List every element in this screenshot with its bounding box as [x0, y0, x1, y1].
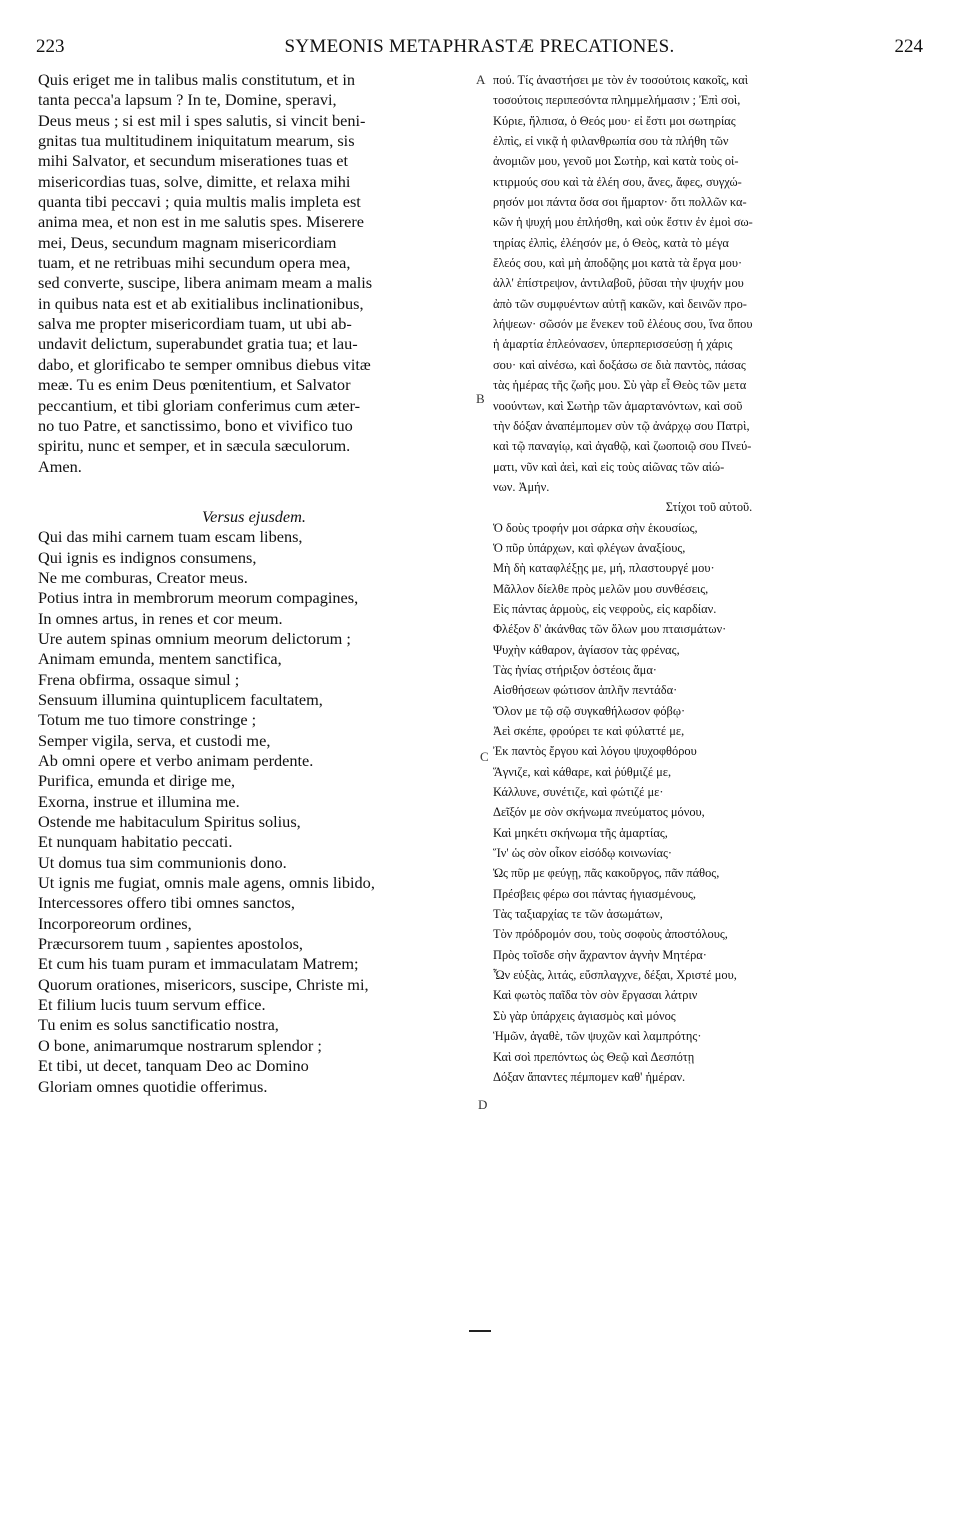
margin-marker-c: C [480, 749, 489, 764]
greek-verse-line: Δόξαν ἅπαντες πέμπομεν καθ' ἡμέραν. [493, 1069, 686, 1084]
latin-verse-line: Et filium lucis tuum servum effice. [38, 995, 266, 1015]
latin-verse-line: Ostende me habitaculum Spiritus solius, [38, 812, 301, 832]
latin-verse-line: O bone, animarumque nostrarum splendor ; [38, 1035, 322, 1055]
greek-verse-line: Δεῖξόν με σὸν σκήνωμα πνεύματος μόνου, [493, 805, 705, 820]
greek-verse-line: Ὅλον με τῷ σῷ συγκαθήλωσον φόβῳ· [493, 703, 686, 718]
greek-verse-line: Αἰσθήσεων φώτισον ἁπλῆν πεντάδα· [493, 683, 678, 698]
greek-verses-heading: Στίχοι τοῦ αὐτοῦ. [665, 500, 753, 515]
latin-text-line: tanta pecca'a lapsum ? In te, Domine, speravi, [38, 90, 337, 110]
latin-verse-line: Quorum orationes, misericors, suscipe, Christe mi, [38, 974, 369, 994]
greek-verse-line: Ἡμῶν, ἀγαθὲ, τῶν ψυχῶν καὶ λαμπρότης· [493, 1029, 702, 1044]
greek-verse-line: Μὴ δὴ καταφλέξῃς με, μή, πλαστουργέ μου· [493, 561, 715, 576]
greek-text-line: ματι, νῦν καὶ ἀεὶ, καὶ εἰς τοὺς αἰῶνας τῶν αἰώ- [493, 459, 725, 474]
latin-verse-line: Ut domus tua sim communionis dono. [38, 852, 287, 872]
greek-verse-line: Σὺ γὰρ ὑπάρχεις ἁγιασμὸς καὶ μόνος [493, 1008, 676, 1023]
margin-marker-a: A [476, 72, 486, 87]
latin-verse-line: Sensuum illumina quintuplicem facultatem, [38, 689, 323, 709]
latin-verse-line: Ut ignis me fugiat, omnis male agens, omnis libido, [38, 873, 375, 893]
latin-verse-line: Præcursorem tuum , sapientes apostolos, [38, 934, 303, 954]
greek-verse-line: Τὰς ταξιαρχίας τε τῶν ἀσωμάτων, [493, 907, 663, 922]
greek-text-line: Κύριε, ἤλπισα, ὁ Θεός μου· εἰ ἔστι μοι σωτηρίας [493, 113, 736, 128]
latin-verse-line: Gloriam omnes quotidie offerimus. [38, 1076, 268, 1096]
latin-verse-line: Totum me tuo timore constringe ; [38, 710, 257, 730]
greek-text-line: νοούντων, καὶ Σωτὴρ τῶν ἁμαρτανόντων, καὶ σοῦ [493, 398, 743, 413]
greek-text-line: τηρίας ἐλπὶς, ἐλέησόν με, ὁ Θεὸς, κατὰ τὸ μέγα [493, 235, 729, 250]
latin-text-line: mihi Salvator, et secundum miserationes tuas et [38, 151, 348, 171]
greek-verse-line: Ὡς πῦρ με φεύγῃ, πᾶς κακοῦργος, πᾶν πάθος, [493, 866, 720, 881]
latin-verse-line: Frena obfirma, ossaque simul ; [38, 669, 240, 689]
latin-text-line: Deus meus ; si est mil i spes salutis, si vincit beni- [38, 110, 366, 130]
latin-verse-line: Et nunquam habitatio peccati. [38, 832, 233, 852]
latin-text-line: in quibus nata est et ab exitialibus inclinationibus, [38, 293, 364, 313]
latin-text-line: mei, Deus, secundum magnam misericordiam [38, 232, 337, 252]
page-header [36, 36, 923, 60]
latin-text-line: gnitas tua multitudinem iniquitatum mearum, sis [38, 131, 355, 151]
latin-verses-heading: Versus ejusdem. [201, 506, 306, 526]
latin-verse-line: Qui ignis es indignos consumens, [38, 547, 257, 567]
greek-text-line: ἀνομιῶν μου, γενοῦ μοι Σωτὴρ, καὶ κατὰ τοὺς οἰ- [493, 154, 739, 169]
greek-verse-line: Εἰς πάντας ἁρμοὺς, εἰς νεφροὺς, εἰς καρδίαν. [493, 601, 717, 616]
greek-text-line: ἀλλ' ἐπίστρεψον, ἀντιλαβοῦ, ῥῦσαι τὴν ψυχήν μου [493, 276, 744, 291]
latin-verse-line: Purifica, emunda et dirige me, [38, 771, 236, 791]
margin-marker-d: D [478, 1097, 488, 1112]
latin-verse-line: Ab omni opere et verbo animam perdente. [38, 751, 314, 770]
latin-verse-line: Exorna, instrue et illumina me. [38, 791, 240, 811]
greek-text-line: τὰς ἡμέρας τῆς ζωῆς μου. Σὺ γὰρ εἶ Θεὸς τῶν μετα [493, 378, 747, 393]
greek-verse-line: Φλέξον δ' ἀκάνθας τῶν ὅλων μου πταισμάτων· [493, 622, 727, 637]
page-number-left: 223 [36, 36, 65, 57]
greek-text-line: σου· καὶ αἰνέσω, καὶ δοξάσω σε διὰ παντὸς, πάσας [493, 357, 746, 372]
greek-text-line: τοσούτοις περιπεσόντα πλημμελήμασιν ; Ἐπὶ σοὶ, [493, 93, 741, 108]
greek-verse-line: Πρέσβεις φέρω σοι πάντας ἡγιασμένους, [493, 886, 697, 901]
greek-verse-line: Καὶ σοὶ πρεπόντως ὡς Θεῷ καὶ Δεσπότῃ [493, 1049, 695, 1064]
latin-prayer-text [38, 70, 470, 477]
greek-verse-line: Ὁ δοὺς τροφήν μοι σάρκα σὴν ἑκουσίως, [493, 520, 698, 535]
greek-verse-line: Ὁ πῦρ ὑπάρχων, καὶ φλέγων ἀναξίους, [493, 540, 686, 555]
greek-verses [493, 518, 925, 1088]
latin-column [38, 70, 470, 1097]
greek-verse-line: Ὧν εὐξὰς, λιτάς, εὔσπλαγχνε, δέξαι, Χριστέ μου, [493, 968, 737, 983]
latin-verse-line: Semper vigila, serva, et custodi me, [38, 730, 271, 750]
latin-text-line: no tuo Patre, et sanctissimo, bono et vivifico tuo [38, 415, 353, 435]
greek-text-line: νων. Ἀμήν. [493, 479, 550, 494]
running-title: SYMEONIS METAPHRASTÆ PRECATIONES. [284, 36, 675, 57]
latin-verse-line: Tu enim es solus sanctificatio nostra, [38, 1015, 279, 1035]
latin-verse-line: In omnes artus, in renes et cor meum. [38, 608, 283, 628]
greek-verse-line: Τὰς ἠνίας στήριξον ὀστέοις ἅμα· [493, 662, 657, 677]
latin-verse-line: Intercessores offero tibi omnes sanctos, [38, 893, 295, 913]
greek-text-line: πού. Τίς ἀναστήσει με τὸν ἐν τοσούτοις κακοῖς, καὶ [493, 73, 749, 87]
latin-verse-line: Qui das mihi carnem tuam escam libens, [38, 527, 303, 547]
greek-text-line: λήψεων· σῶσόν με ἕνεκεν τοῦ ἐλέους σου, ἵνα ὅπου [493, 317, 753, 332]
latin-text-line: peccantium, et tibi gloriam conferimus cum æter- [38, 395, 361, 415]
latin-text-line: quanta tibi peccavi ; quia multis malis impleta est [38, 192, 361, 212]
greek-text-line: ἀπὸ τῶν συμφυέντων αὐτῇ κακῶν, καὶ δεινῶν προ- [493, 296, 747, 311]
greek-verse-line: Μᾶλλον δίελθε πρὸς μελῶν μου συνθέσεις, [493, 581, 709, 596]
greek-text-line: κτιρμούς σου καὶ τὰ ἐλέη σου, ἄνες, ἄφες, συγχώ- [493, 174, 742, 189]
latin-verse-line: Ure autem spinas omnium meorum delictorum ; [38, 628, 351, 648]
greek-verse-line: Πρὸς τοῖσδε σὴν ἄχραντον ἁγνὴν Μητέρα· [493, 947, 707, 962]
latin-text-line: meæ. Tu es enim Deus pœnitentium, et Salvator [38, 375, 351, 395]
latin-verse-line: Ne me comburas, Creator meus. [38, 567, 248, 587]
latin-text-line: salva me propter misericordiam tuam, ut ubi ab- [38, 314, 352, 334]
latin-text-line: dabo, et glorificabo te semper omnibus diebus vitæ [38, 354, 371, 374]
greek-text-line: ἔλεός σου, καὶ μὴ ἀποδῷης μοι κατὰ τὰ ἔργα μου· [493, 256, 743, 271]
latin-verse-line: Et cum his tuam puram et immaculatam Matrem; [38, 954, 359, 974]
latin-text-line: misericordias tuas, solve, dimitte, et relaxa mihi [38, 171, 351, 191]
latin-text-line: undavit delictum, superabundet gratia tua; et lau- [38, 334, 358, 354]
latin-verse-line: Et tibi, ut decet, tanquam Deo ac Domino [38, 1056, 309, 1076]
greek-verse-line: Ἅγνιζε, καὶ κάθαρε, καὶ ῥύθμιζέ με, [493, 764, 672, 779]
page-number-right: 224 [894, 36, 923, 57]
greek-prayer-text [493, 70, 925, 497]
latin-text-line: tuam, et ne retribuas mihi secundum opera mea, [38, 253, 351, 273]
greek-text-line: καὶ τῷ παναγίῳ, καὶ ἀγαθῷ, καὶ ζωοποιῷ σου Πνεύ- [493, 439, 752, 454]
latin-verses [38, 527, 470, 1097]
greek-verse-line: Καὶ μηκέτι σκήνωμα τῆς ἁμαρτίας, [493, 825, 668, 840]
greek-verse-line: Καὶ φωτὸς παῖδα τὸν σὸν ἔργασαι λάτριν [493, 988, 698, 1003]
greek-column [493, 70, 925, 1087]
latin-text-line: spiritu, nunc et semper, et in sæcula sæculorum. [38, 436, 351, 456]
latin-text-line: anima mea, et non est in me salutis spes. Miserere [38, 212, 364, 232]
greek-text-line: ἡ ἁμαρτία ἐπλεόνασεν, ὑπερπερισσεύσῃ ἡ χάρις [493, 337, 733, 352]
latin-text-line: Amen. [38, 456, 82, 476]
greek-verse-line: Τὸν πρόδρομόν σου, τοὺς σοφοὺς ἀποστόλους, [493, 927, 728, 942]
latin-verse-line: Animam emunda, mentem sanctifica, [38, 649, 282, 669]
greek-verse-line: Ἀεὶ σκέπε, φρούρει τε καὶ φύλαττέ με, [493, 724, 685, 738]
latin-verse-line: Incorporeorum ordines, [38, 913, 192, 933]
greek-verse-line: Ἐκ παντὸς ἔργου καὶ λόγου ψυχοφθόρου [493, 744, 697, 759]
greek-verse-line: Κάλλυνε, συνέτιζε, καὶ φώτιζέ με· [493, 785, 664, 800]
greek-text-line: τὴν δόξαν ἀναπέμπομεν σὺν τῷ ἀνάρχῳ σου Πατρὶ, [493, 418, 750, 433]
latin-text-line: sed converte, suscipe, libera animam meam a malis [38, 273, 373, 293]
greek-text-line: ἐλπὶς, εἰ νικᾷ ἡ φιλανθρωπία σου τὰ πλήθη τῶν [493, 134, 729, 149]
greek-text-line: ρησόν μοι πάντα ὅσα σοι ἥμαρτον· ὅτι πολλῶν κα- [493, 195, 747, 210]
closing-rule [469, 1330, 491, 1332]
greek-text-line: κῶν ἡ ψυχή μου ἐπλήσθη, καὶ οὐκ ἔστιν ἐν ἐμοὶ σω- [493, 215, 753, 230]
margin-marker-b: B [476, 391, 485, 406]
greek-verse-line: Ἵν' ὡς σὸν οἶκον εἰσόδῳ κοινωνίας· [493, 846, 673, 861]
latin-text-line: Quis eriget me in talibus malis constitutum, et in [38, 70, 355, 89]
greek-verse-line: Ψυχὴν κάθαρον, ἁγίασον τὰς φρένας, [493, 642, 680, 657]
latin-verse-line: Potius intra in membrorum meorum compagines, [38, 588, 359, 608]
